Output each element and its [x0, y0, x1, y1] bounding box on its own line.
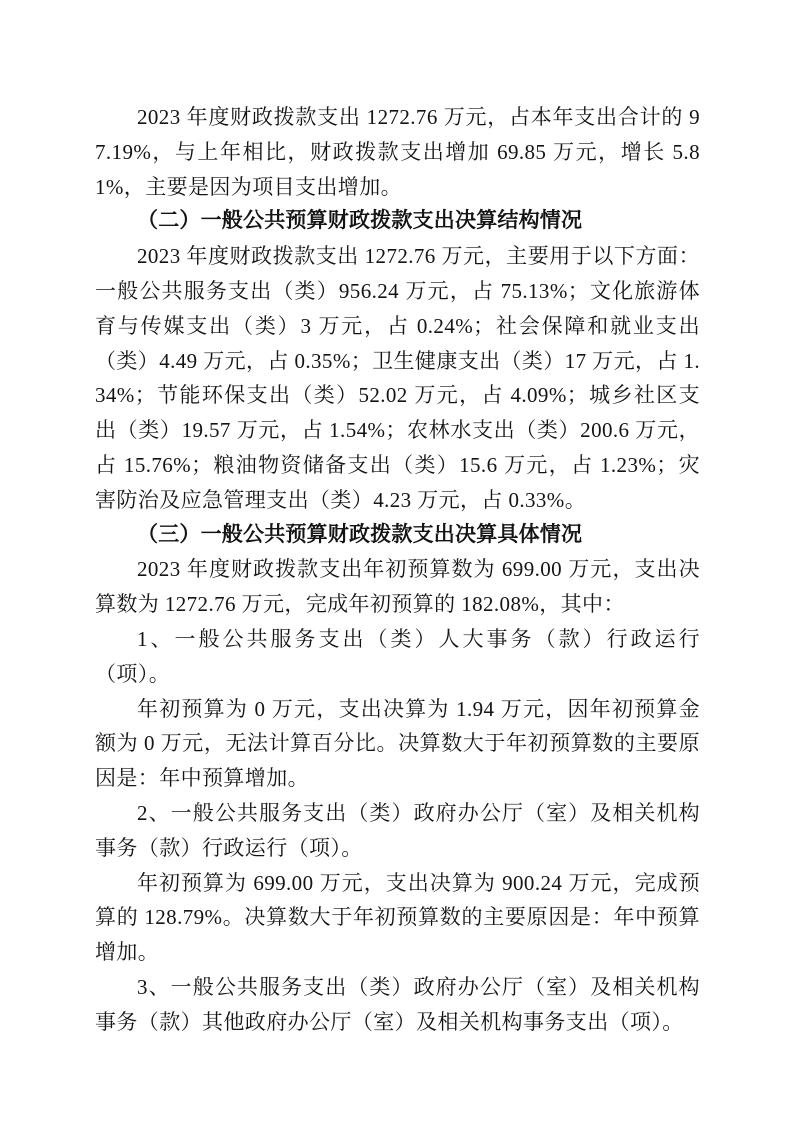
- section-heading-structure: （二）一般公共预算财政拨款支出决算结构情况: [137, 209, 583, 233]
- paragraph-expenditure-structure: 2023 年度财政拨款支出 1272.76 万元，主要用于以下方面：一般公共服务支出（类）956.24 万元，占 75.13%；文化旅游体育与传媒支出（类）3 万元，占 0.24%；社会保障和就业支出（类）4.49 万元，占 0.35%；卫生健康支出（类）17 万元，占 1.34%；节能环保支出（类）52.02 万元，占 4.09%；城乡社区支出（类）19.57 万元，占 1.54%；农林水支出（类）200.6 万元，占 15.76%；粮油物资储备支出（类）15.6 万元，占 1.23%；灾害防治及应急管理支出（类）4.23 万元，占 0.33%。: [95, 244, 700, 512]
- paragraph-item-1-detail: 年初预算为 0 万元，支出决算为 1.94 万元，因年初预算金额为 0 万元，无法计算百分比。决算数大于年初预算数的主要原因是：年中预算增加。: [95, 696, 700, 791]
- paragraph-item-1-title: 1、一般公共服务支出（类）人大事务（款）行政运行（项）。: [95, 626, 700, 686]
- paragraph-item-3-title: 3、一般公共服务支出（类）政府办公厅（室）及相关机构事务（款）其他政府办公厅（室）及相关机构事务支出（项）。: [95, 974, 700, 1034]
- paragraph-budget-vs-final: 2023 年度财政拨款支出年初预算数为 699.00 万元，支出决算数为 1272.76 万元，完成年初预算的 182.08%，其中：: [95, 557, 700, 617]
- paragraph-item-2-detail: 年初预算为 699.00 万元，支出决算为 900.24 万元，完成预算的 128.79%。决算数大于年初预算数的主要原因是：年中预算增加。: [95, 870, 700, 965]
- document-content: [95, 100, 700, 1040]
- paragraph-expenditure-summary: 2023 年度财政拨款支出 1272.76 万元，占本年支出合计的 97.19%，与上年相比，财政拨款支出增加 69.85 万元，增长 5.81%，主要是因为项目支出增加。: [95, 105, 700, 199]
- section-heading-details: （三）一般公共预算财政拨款支出决算具体情况: [137, 522, 583, 546]
- paragraph-item-2-title: 2、一般公共服务支出（类）政府办公厅（室）及相关机构事务（款）行政运行（项）。: [95, 800, 700, 860]
